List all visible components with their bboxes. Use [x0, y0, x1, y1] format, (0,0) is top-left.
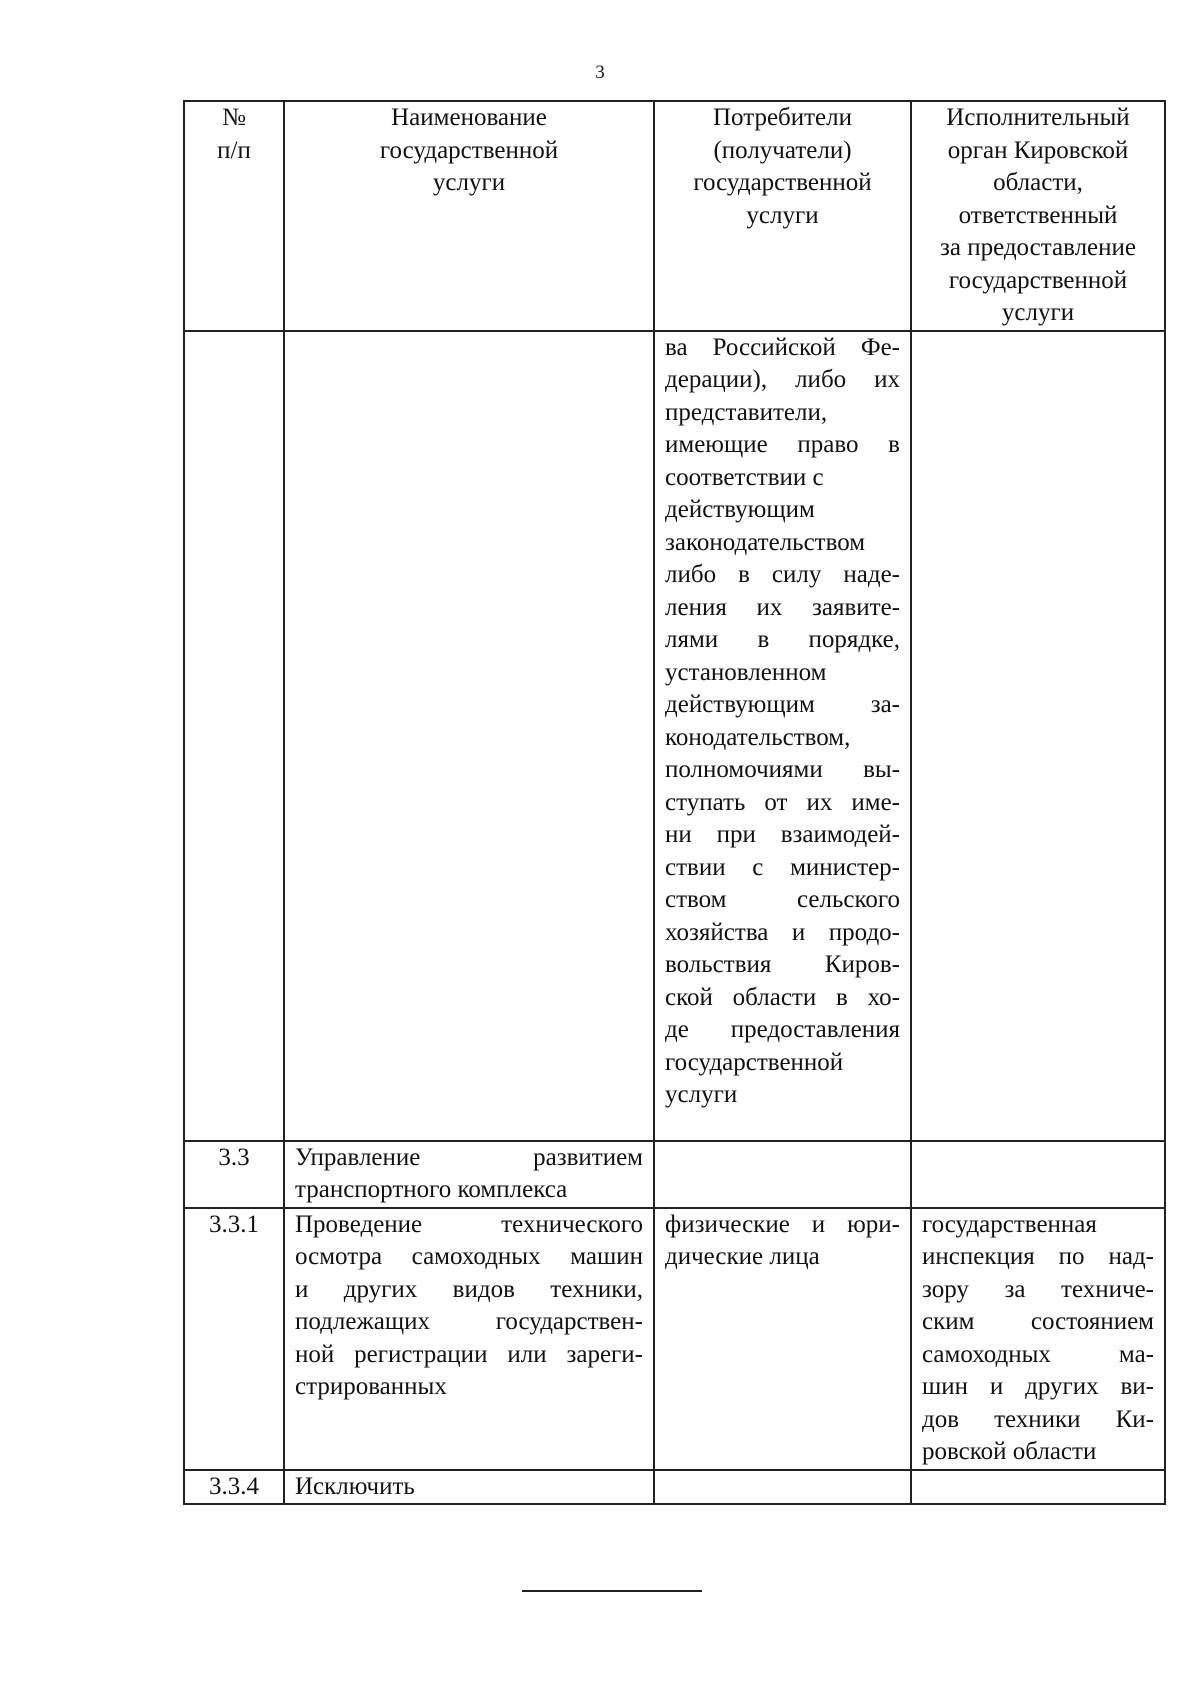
table-header-row [184, 101, 1165, 331]
cell-consumers [654, 1470, 911, 1505]
header-number: № п/п [184, 101, 284, 331]
cell-consumers: физические и юри- дические лица [654, 1208, 911, 1470]
cell-service-name: Управление развитием транспортного комплекса [284, 1141, 654, 1208]
cell-number [184, 331, 284, 1141]
end-separator-line [522, 1590, 702, 1592]
cell-number: 3.3.1 [184, 1208, 284, 1470]
header-consumers: Потребители (получатели) государственной услуги [654, 101, 911, 331]
services-table [183, 100, 1166, 1505]
table-row-3-3 [184, 1141, 1165, 1208]
cell-service-name [284, 331, 654, 1141]
cell-service-name: Исключить [284, 1470, 654, 1505]
cell-service-name: Проведение технического осмотра самоходных машин и других видов техники, подлежащих государствен- ной регистрации или зареги- стрированных [284, 1208, 654, 1470]
table-row-continuation [184, 331, 1165, 1141]
cell-executive-organ [911, 331, 1165, 1141]
header-service-name: Наименование государственной услуги [284, 101, 654, 331]
cell-executive-organ [911, 1141, 1165, 1208]
cell-executive-organ: государственная инспекция по над- зору за техниче- ским состоянием самоходных ма- шин и других ви- дов техники Ки- ровской области [911, 1208, 1165, 1470]
page-number: 3 [595, 62, 605, 83]
table-row-3-3-4 [184, 1470, 1165, 1505]
cell-number: 3.3.4 [184, 1470, 284, 1505]
cell-executive-organ [911, 1470, 1165, 1505]
cell-consumers: ва Российской Фе- дерации), либо их представители, имеющие право в соответствии с действующим законодательством либо в силу наде- ления их заявите- лями в порядке, установленном действующим за- конодательством, полномочиями вы- ступать от их име- ни при взаимодей- ствии с министер- ством сельского хозяйства и продо- вольствия Киров- ской области в хо- де предоставления государственной услуги [654, 331, 911, 1141]
cell-consumers [654, 1141, 911, 1208]
cell-number: 3.3 [184, 1141, 284, 1208]
header-executive-organ: Исполнительный орган Кировской области, ответственный за предоставление государственной услуги [911, 101, 1165, 331]
table-row-3-3-1 [184, 1208, 1165, 1470]
